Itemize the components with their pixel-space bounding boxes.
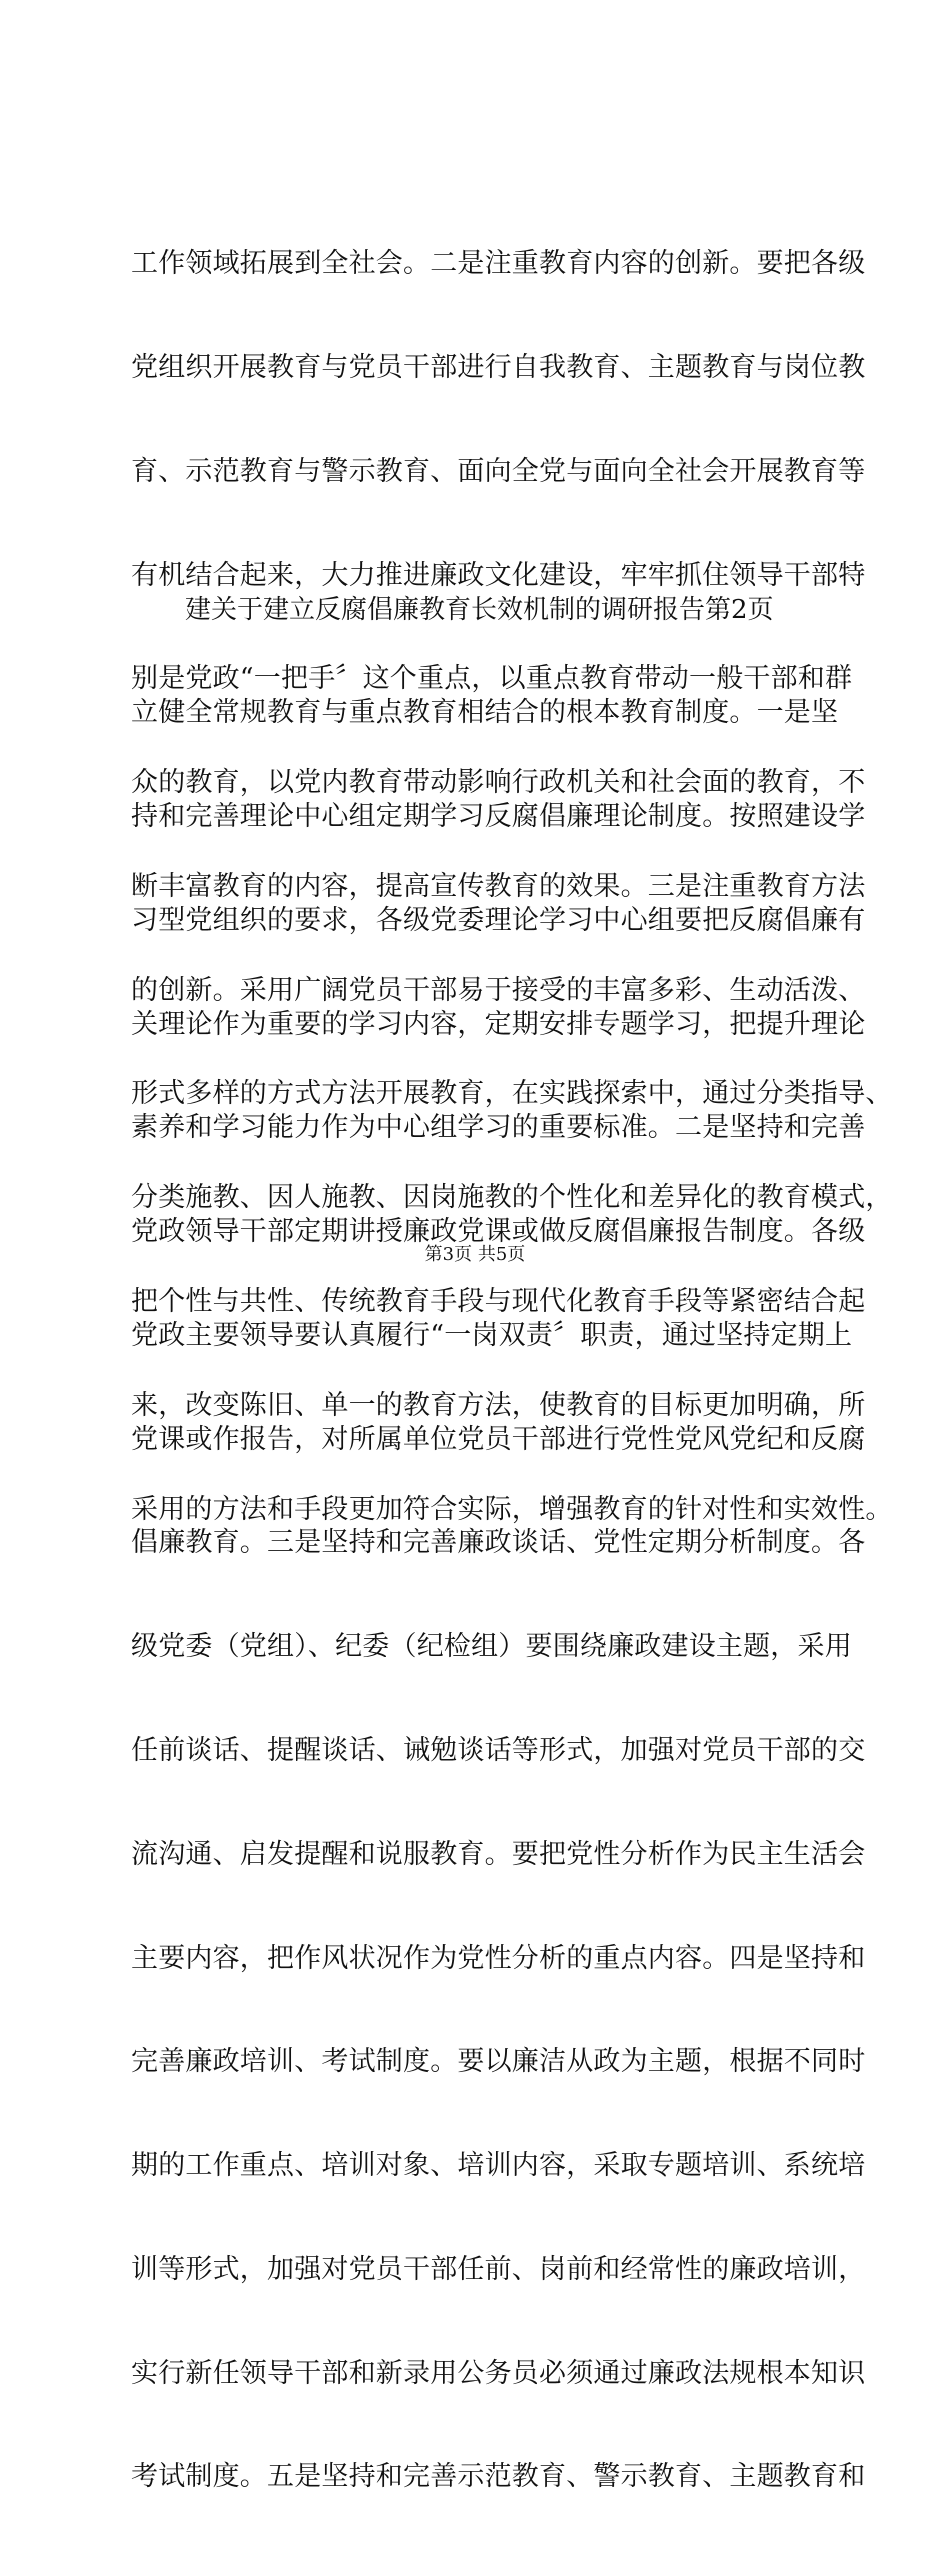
text-line: 有机结合起来，大力推进廉政文化建设，牢牢抓住领导干部特	[131, 559, 866, 591]
text-line: 立健全常规教育与重点教育相结合的根本教育制度。一是坚	[131, 697, 839, 729]
text-line: 持和完善理论中心组定期学习反腐倡廉理论制度。按照建设学	[131, 800, 866, 832]
text-line: 倡廉教育。三是坚持和完善廉政谈话、党性定期分析制度。各	[131, 1527, 866, 1559]
body-paragraph-2	[131, 627, 893, 2564]
section-heading: 建关于建立反腐倡廉教育长效机制的调研报告第2页	[185, 595, 774, 625]
text-line: 主要内容，把作风状况作为党性分析的重点内容。四是坚持和	[131, 1942, 866, 1974]
text-line: 来，改变陈旧、单一的教育方法，使教育的目标更加明确，所	[131, 1389, 866, 1421]
text-line: 考试制度。五是坚持和完善示范教育、警示教育、主题教育和	[131, 2461, 866, 2493]
text-line: 形式多样的方式方法开展教育，在实践探索中，通过分类指导、	[131, 1078, 893, 1110]
text-line: 断丰富教育的内容，提高宣传教育的效果。三是注重教育方法	[131, 870, 866, 902]
text-line: 的创新。采用广阔党员干部易于接受的丰富多彩、生动活泼、	[131, 974, 866, 1006]
text-line: 素养和学习能力作为中心组学习的重要标准。二是坚持和完善	[131, 1112, 866, 1144]
page-footer: 第3页 共5页	[424, 1244, 526, 1265]
text-line: 党组织开展教育与党员干部进行自我教育、主题教育与岗位教	[131, 351, 866, 383]
text-line: 习型党组织的要求，各级党委理论学习中心组要把反腐倡廉有	[131, 904, 866, 936]
text-line: 工作领域拓展到全社会。二是注重教育内容的创新。要把各级	[131, 248, 866, 280]
text-line: 党政领导干部定期讲授廉政党课或做反腐倡廉报告制度。各级	[131, 1216, 866, 1248]
text-line: 关理论作为重要的学习内容，定期安排专题学习，把提升理论	[131, 1008, 866, 1040]
text-line: 育、示范教育与警示教育、面向全党与面向全社会开展教育等	[131, 455, 866, 487]
text-line: 期的工作重点、培训对象、培训内容，采取专题培训、系统培	[131, 2150, 866, 2182]
text-line: 任前谈话、提醒谈话、诫勉谈话等形式，加强对党员干部的交	[131, 1735, 866, 1766]
text-line: 别是党政“一把手〞这个重点，以重点教育带动一般干部和群	[131, 663, 853, 695]
text-line: 采用的方法和手段更加符合实际，增强教育的针对性和实效性。	[131, 1493, 893, 1525]
text-line: 级党委（党组）、纪委（纪检组）要围绕廉政建设主题，采用	[131, 1631, 852, 1663]
text-line: 实行新任领导干部和新录用公务员必须通过廉政法规根本知识	[131, 2357, 866, 2389]
text-line: 训等形式，加强对党员干部任前、岗前和经常性的廉政培训，	[131, 2253, 866, 2285]
text-line: 分类施教、因人施教、因岗施教的个性化和差异化的教育模式，	[131, 1182, 893, 1214]
text-line: 党课或作报告，对所属单位党员干部进行党性党风党纪和反腐	[131, 1423, 866, 1455]
text-line: 众的教育，以党内教育带动影响行政机关和社会面的教育，不	[131, 767, 866, 799]
text-line: 把个性与共性、传统教育手段与现代化教育手段等紧密结合起	[131, 1286, 866, 1317]
text-line: 党政主要领导要认真履行“一岗双责〞职责，通过坚持定期上	[131, 1319, 853, 1351]
text-line: 流沟通、启发提醒和说服教育。要把党性分析作为民主生活会	[131, 1838, 866, 1870]
text-line: 完善廉政培训、考试制度。要以廉洁从政为主题，根据不同时	[131, 2046, 866, 2078]
